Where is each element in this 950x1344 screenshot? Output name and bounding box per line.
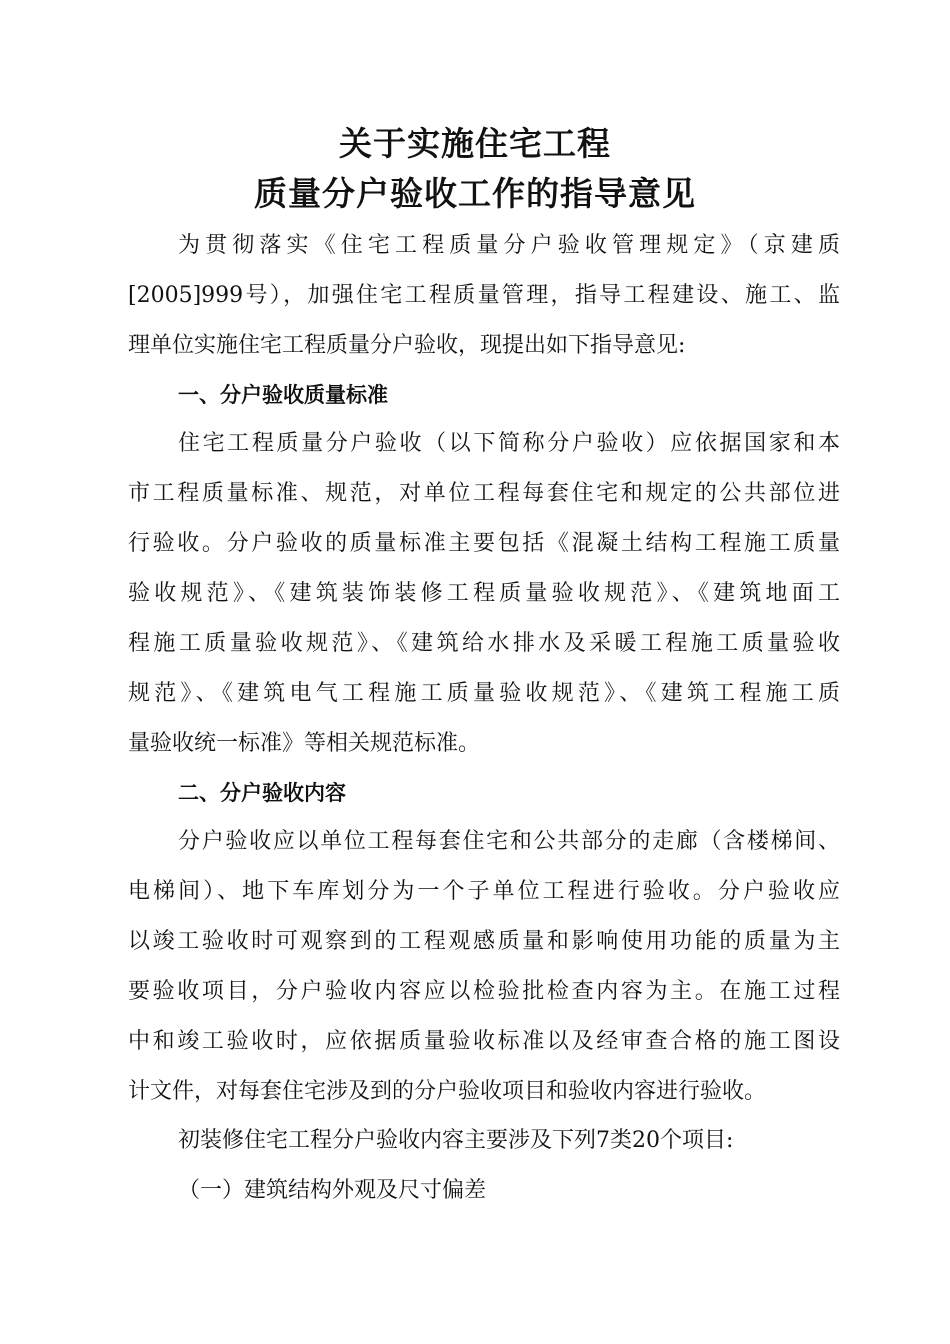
section-1-line-5: 程施工质量验收规范》、《建筑给水排水及采暖工程施工质量验收	[128, 631, 840, 656]
section-2-item-1: （一）建筑结构外观及尺寸偏差	[178, 1178, 487, 1203]
document-title-line-2: 质量分户验收工作的指导意见	[254, 174, 696, 213]
intro-line-3: 理单位实施住宅工程质量分户验收，现提出如下指导意见:	[128, 333, 686, 358]
section-2-p1-line-2: 电梯间）、地下车库划分为一个子单位工程进行验收。分户验收应	[128, 879, 840, 904]
intro-line-1: 为贯彻落实《住宅工程质量分户验收管理规定》（京建质	[178, 233, 840, 258]
section-2-p1-line-1: 分户验收应以单位工程每套住宅和公共部分的走廊（含楼梯间、	[178, 829, 840, 854]
section-2-p1-line-3: 以竣工验收时可观察到的工程观感质量和影响使用功能的质量为主	[128, 929, 840, 954]
section-1-line-1: 住宅工程质量分户验收（以下简称分户验收）应依据国家和本	[178, 431, 840, 456]
section-2-heading: 二、分户验收内容	[178, 781, 346, 805]
document-title-line-1: 关于实施住宅工程	[339, 124, 611, 163]
section-1-line-3: 行验收。分户验收的质量标准主要包括《混凝土结构工程施工质量	[128, 531, 840, 556]
section-1-line-4: 验收规范》、《建筑装饰装修工程质量验收规范》、《建筑地面工	[128, 581, 840, 606]
section-1-heading: 一、分户验收质量标准	[178, 383, 388, 407]
section-2-p1-line-6: 计文件，对每套住宅涉及到的分户验收项目和验收内容进行验收。	[128, 1079, 767, 1104]
section-2-p1-line-5: 中和竣工验收时，应依据质量验收标准以及经审查合格的施工图设	[128, 1029, 840, 1054]
intro-line-2: [2005]999号），加强住宅工程质量管理，指导工程建设、施工、监	[128, 283, 840, 308]
section-1-line-2: 市工程质量标准、规范，对单位工程每套住宅和规定的公共部位进	[128, 481, 840, 506]
section-1-line-7: 量验收统一标准》等相关规范标准。	[128, 731, 481, 756]
section-1-line-6: 规范》、《建筑电气工程施工质量验收规范》、《建筑工程施工质	[128, 681, 840, 706]
section-2-p2-line-1: 初装修住宅工程分户验收内容主要涉及下列7类20个项目:	[178, 1128, 734, 1153]
section-2-p1-line-4: 要验收项目，分户验收内容应以检验批检查内容为主。在施工过程	[128, 979, 840, 1004]
